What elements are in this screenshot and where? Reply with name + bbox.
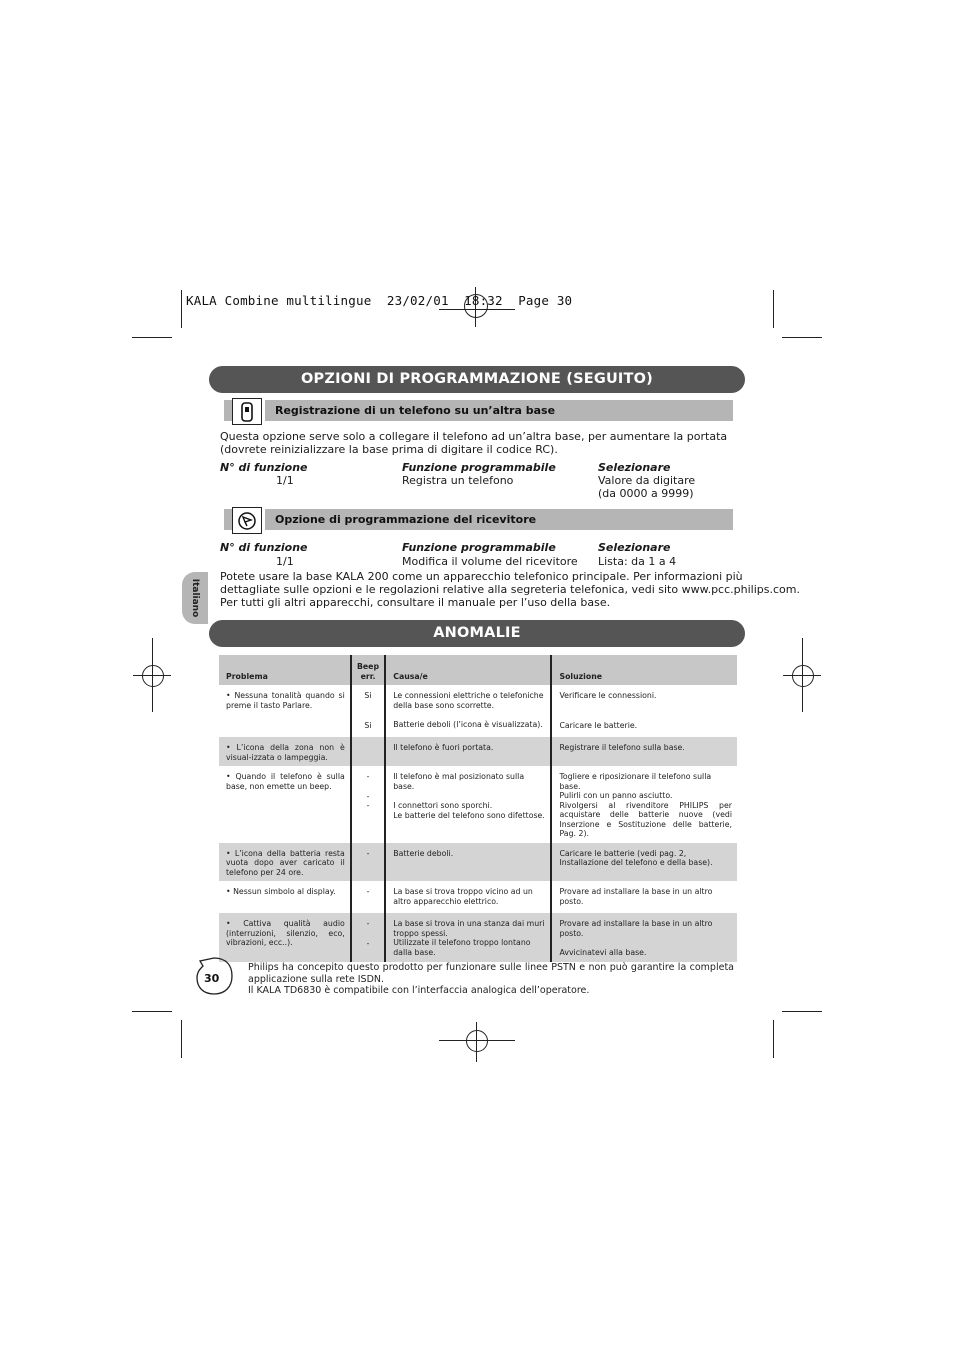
handset-icon <box>232 398 262 425</box>
table-row <box>219 881 737 913</box>
cause-item: Il telefono è mal posizionato sulla base. <box>393 772 525 791</box>
func-name: Registra un telefono <box>402 474 514 487</box>
note-line: Per tutti gli altri apparecchi, consultare il manuale per l’uso della base. <box>220 596 611 609</box>
solution-cell <box>551 913 737 962</box>
beep-cell <box>351 913 385 962</box>
cause-cell <box>385 685 551 737</box>
col-head-num: N° di funzione <box>220 461 308 474</box>
table-row <box>219 685 737 737</box>
note-line: dettagliate sulle opzioni e le regolazioni relative alla segreteria telefonica, vedi sito www.pcc.philips.com. <box>220 583 800 596</box>
func-name: Modifica il volume del ricevitore <box>402 555 578 568</box>
func-number: 1/1 <box>276 474 294 487</box>
solution-cell: Registrare il telefono sulla base. <box>551 737 737 766</box>
cause-cell: Batterie deboli. <box>385 843 551 882</box>
beep-cell: - <box>351 843 385 882</box>
beep-value: - <box>366 938 370 948</box>
beep-cell <box>351 737 385 766</box>
section-banner-anomalies: ANOMALIE <box>209 620 745 647</box>
problem-cell: • Nessuna tonalità quando si preme il tasto Parlare. <box>219 685 351 737</box>
col-head-select: Selezionare <box>598 461 671 474</box>
solution-item: Caricare le batterie. <box>559 720 638 730</box>
cause-item: Le connessioni elettriche o telefoniche della base sono scorrette. <box>393 691 544 710</box>
col-head-select: Selezionare <box>598 541 671 554</box>
solution-item: Pulirli con un panno asciutto. <box>559 791 673 800</box>
footer-line: Il KALA TD6830 è compatibile con l’interfaccia analogica dell’operatore. <box>248 985 590 996</box>
page-number: 30 <box>204 972 220 985</box>
problem-cell: • Nessun simbolo al display. <box>219 881 351 913</box>
sub-header-registration: Registrazione di un telefono su un’altra base <box>265 400 733 421</box>
col-head-num: N° di funzione <box>220 541 308 554</box>
troubleshooting-table <box>219 655 737 962</box>
solution-item: Provare ad installare la base in un altro posto. <box>559 919 713 938</box>
sub-header-receiver: Opzione di programmazione del ricevitore <box>265 509 733 530</box>
col-head-func: Funzione programmabile <box>402 541 556 554</box>
note-line: Potete usare la base KALA 200 come un apparecchio telefonico principale. Per informazioni più <box>220 570 743 583</box>
registration-description <box>220 430 727 456</box>
cause-cell: La base si trova troppo vicino ad un altro apparecchio elettrico. <box>385 881 551 913</box>
cause-cell <box>385 766 551 843</box>
beep-value: - <box>366 801 370 810</box>
language-label: Italiano <box>190 578 200 618</box>
problem-cell: • L’icona della batteria resta vuota dopo aver caricato il telefono per 24 ore. <box>219 843 351 882</box>
solution-item: Verificare le connessioni. <box>559 691 657 700</box>
solution-cell <box>551 685 737 737</box>
cause-item: I connettori sono sporchi. <box>393 801 493 810</box>
header-beep <box>351 655 385 685</box>
desc-line: Questa opzione serve solo a collegare il telefono ad un’altra base, per aumentare la portata <box>220 430 728 443</box>
desc-line: (dovrete reinizializzare la base prima di digitare il codice RC). <box>220 443 558 456</box>
problem-cell: • Quando il telefono è sulla base, non emette un beep. <box>219 766 351 843</box>
problem-cell: • L’icona della zona non è visual-izzata o lampeggia. <box>219 737 351 766</box>
col-head-func: Funzione programmabile <box>402 461 556 474</box>
cause-item: Batterie deboli (l’icona è visualizzata). <box>393 720 543 729</box>
footer-line: Philips ha concepito questo prodotto per funzionare sulle linee PSTN e non può garantire la completa applicazione sulla rete ISDN. <box>248 962 734 985</box>
beep-value: Si <box>364 691 372 700</box>
table-row <box>219 913 737 962</box>
table-header-row <box>219 655 737 685</box>
header-cause: Causa/e <box>385 655 551 685</box>
solution-cell: Provare ad installare la base in un altro posto. <box>559 887 713 906</box>
beep-value: - <box>366 772 370 781</box>
cause-item: Utilizzate il telefono troppo lontano dalla base. <box>393 938 531 957</box>
beep-value: - <box>366 791 370 801</box>
func-select-value: Lista: da 1 a 4 <box>598 555 677 568</box>
footer-note <box>248 962 734 997</box>
beep-cell <box>351 766 385 843</box>
beep-cell <box>351 685 385 737</box>
solution-item: Togliere e riposizionare il telefono sulla base. <box>559 772 712 791</box>
receiver-volume-icon <box>232 507 262 534</box>
header-solution: Soluzione <box>551 655 737 685</box>
cause-item: Le batterie del telefono sono difettose. <box>393 810 545 820</box>
solution-item: Rivolgersi al rivenditore PHILIPS per acquistare delle batterie nuove (vedi Inserzione e Sostituzione delle batterie, Pag. 2). <box>559 800 732 838</box>
cause-item: La base si trova in una stanza dai muri troppo spessi. <box>393 919 545 938</box>
section-banner-options: OPZIONI DI PROGRAMMAZIONE (SEGUITO) <box>209 366 745 393</box>
solution-cell <box>551 766 737 843</box>
header-beep-line: err. <box>360 671 376 681</box>
table-row <box>219 766 737 843</box>
language-tab <box>182 572 208 624</box>
header-problem: Problema <box>219 655 351 685</box>
base-usage-note <box>220 570 800 609</box>
cause-cell <box>385 913 551 962</box>
table-row <box>219 737 737 766</box>
beep-cell: - <box>351 881 385 913</box>
func-select-value <box>598 474 695 500</box>
select-line: Valore da digitare <box>598 474 696 487</box>
header-beep-line: Beep <box>356 662 380 671</box>
solution-cell: Caricare le batterie (vedi pag. 2, Installazione del telefono e della base). <box>551 843 737 882</box>
select-line: (da 0000 a 9999) <box>598 487 694 500</box>
beep-value: Si <box>364 720 372 730</box>
cause-cell: Il telefono è fuori portata. <box>385 737 551 766</box>
solution-item: Avvicinatevi alla base. <box>559 948 647 957</box>
func-number: 1/1 <box>276 555 294 568</box>
beep-value: - <box>366 919 370 928</box>
table-row <box>219 843 737 882</box>
print-slug: KALA Combine multilingue 23/02/01 18:32 Page 30 <box>186 293 573 308</box>
problem-cell: • Cattiva qualità audio (interruzioni, silenzio, eco, vibrazioni, ecc..). <box>219 913 351 962</box>
